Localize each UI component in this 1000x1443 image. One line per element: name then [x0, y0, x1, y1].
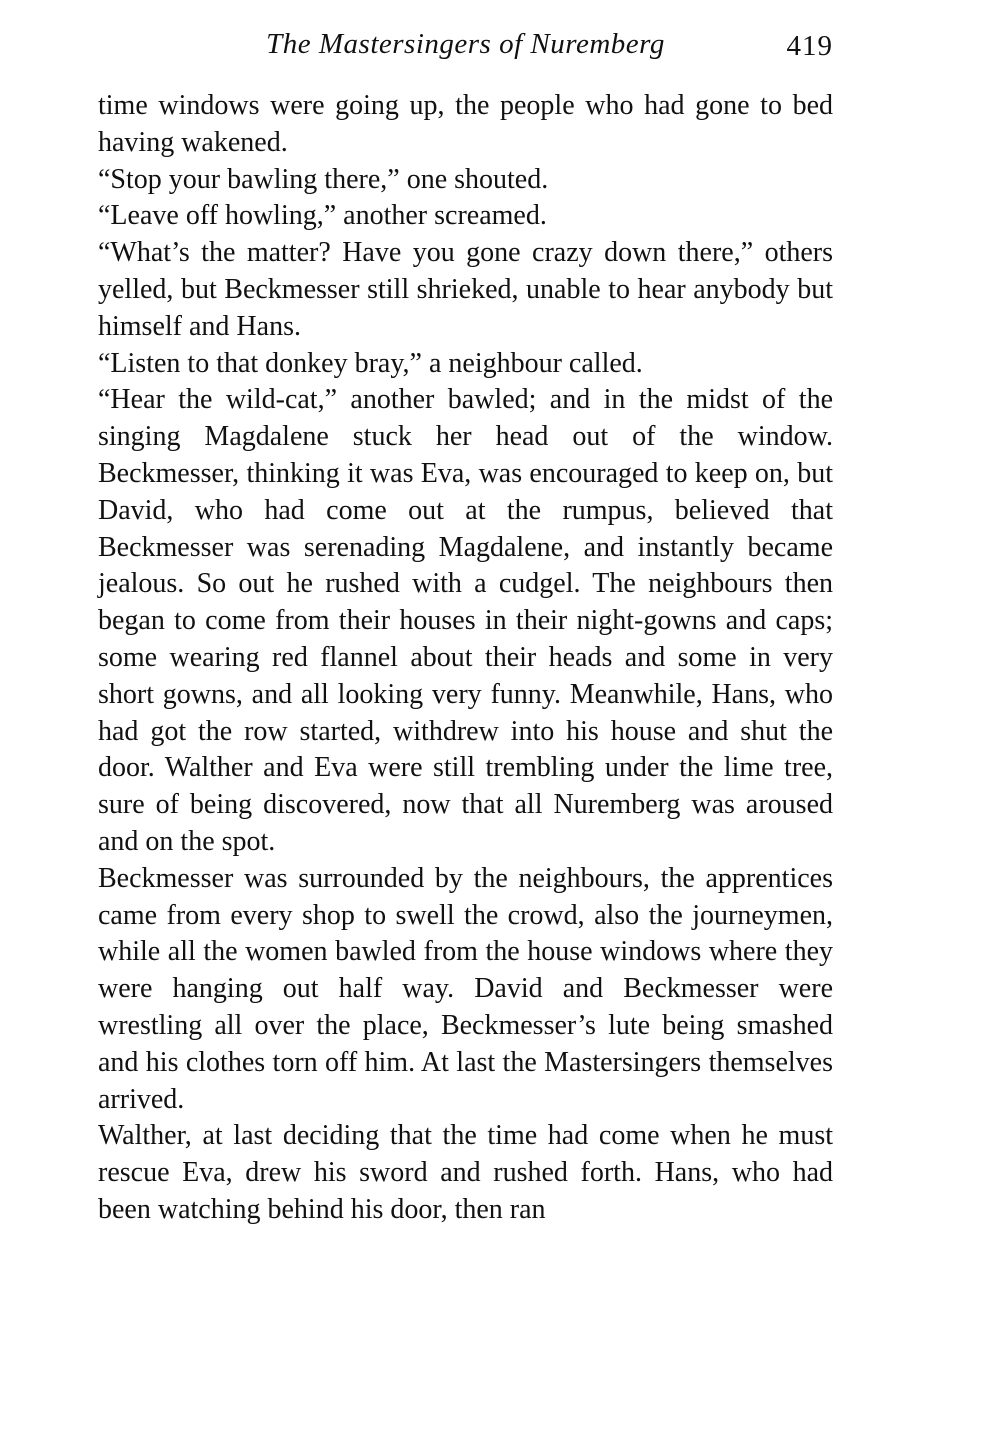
paragraph: Walther, at last deciding that the time had come when he must rescue Eva, drew his sword and rushed forth. Hans, who had been watching behind his door, then ran: [98, 1120, 833, 1225]
paragraph: “Listen to that donkey bray,” a neighbour called.: [98, 347, 643, 379]
running-title: The Mastersingers of Nuremberg: [266, 28, 665, 60]
body-text: [98, 88, 833, 1229]
paragraph: “What’s the matter? Have you gone crazy down there,” others yelled, but Beckmesser still shrieked, unable to hear anybody but himself and Hans.: [98, 237, 833, 342]
running-head: [98, 22, 833, 66]
paragraph: Beckmesser was surrounded by the neighbours, the apprentices came from every shop to swell the crowd, also the journeymen, while all the women bawled from the house windows where they were hanging out half way. David and Beckmesser were wrestling all over the place, Beckmesser’s lute being smashed and his clothes torn off him. At last the Mastersingers themselves arrived.: [98, 862, 833, 1115]
paragraph: “Leave off howling,” another screamed.: [98, 200, 547, 232]
paragraph: time windows were going up, the people who had gone to bed having wakened.: [98, 90, 833, 158]
page-number: 419: [786, 30, 833, 62]
paragraph: “Hear the wild-cat,” another bawled; and in the midst of the singing Magdalene stuck her head out of the window. Beckmesser, thinking it was Eva, was encouraged to keep on, but David, who had come out at the rumpus, believed that Beckmesser was serenading Magdalene, and instantly became jealous. So out he rushed with a cudgel. The neighbours then began to come from their houses in their night-gowns and caps; some wearing red flannel about their heads and some in very short gowns, and all looking very funny. Meanwhile, Hans, who had got the row started, withdrew into his house and shut the door. Walther and Eva were still trembling under the lime tree, sure of being discovered, now that all Nuremberg was aroused and on the spot.: [98, 384, 833, 857]
paragraph: “Stop your bawling there,” one shouted.: [98, 163, 549, 195]
